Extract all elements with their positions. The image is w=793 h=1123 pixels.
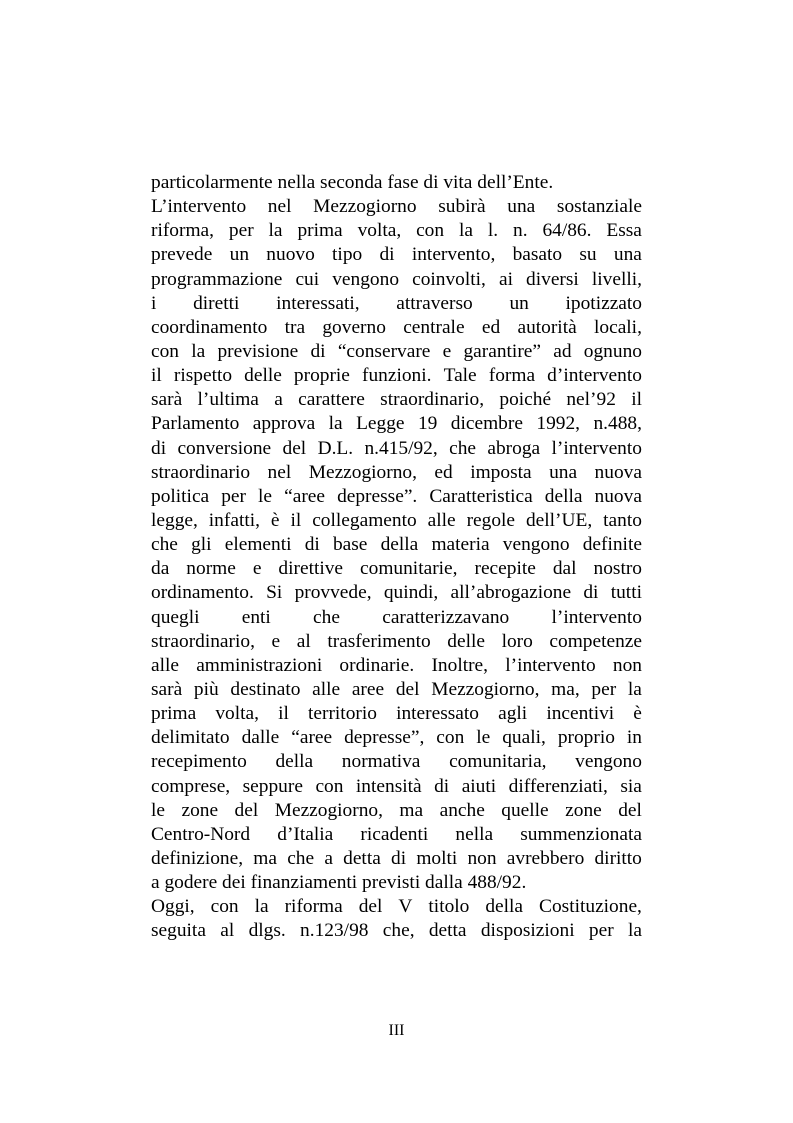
text-line: coordinamento tra governo centrale ed autorità locali, xyxy=(151,316,642,338)
text-line: da norme e direttive comunitarie, recepite dal nostro xyxy=(151,558,642,580)
text-line: prima volta, il territorio interessato agli incentivi è xyxy=(151,703,642,725)
text-line: il rispetto delle proprie funzioni. Tale forma d’intervento xyxy=(151,365,642,387)
text-line: Parlamento approva la Legge 19 dicembre 1992, n.488, xyxy=(151,413,642,435)
text-line: legge, infatti, è il collegamento alle regole dell’UE, tanto xyxy=(151,509,642,531)
text-line: Oggi, con la riforma del V titolo della Costituzione, xyxy=(151,896,642,918)
text-line: comprese, seppure con intensità di aiuti differenziati, sia xyxy=(151,775,642,797)
text-line: alle amministrazioni ordinarie. Inoltre, l’intervento non xyxy=(151,654,642,676)
text-line: seguita al dlgs. n.123/98 che, detta disposizioni per la xyxy=(151,920,642,942)
text-line: le zone del Mezzogiorno, ma anche quelle zone del xyxy=(151,799,642,821)
text-line: i diretti interessati, attraverso un ipotizzato xyxy=(151,292,642,314)
text-line: particolarmente nella seconda fase di vita dell’Ente. xyxy=(151,172,554,193)
text-line: quegli enti che caratterizzavano l’intervento xyxy=(151,606,642,628)
text-line: a godere dei finanziamenti previsti dalla 488/92. xyxy=(151,872,527,894)
text-line: straordinario, e al trasferimento delle loro competenze xyxy=(151,630,642,652)
text-line: definizione, ma che a detta di molti non avrebbero diritto xyxy=(151,847,642,869)
text-line: politica per le “aree depresse”. Caratteristica della nuova xyxy=(151,485,642,507)
text-line: recepimento della normativa comunitaria, vengono xyxy=(151,751,642,773)
text-line: ordinamento. Si provvede, quindi, all’abrogazione di tutti xyxy=(151,582,642,604)
text-line: delimitato dalle “aree depresse”, con le quali, proprio in xyxy=(151,727,642,749)
text-line: che gli elementi di base della materia vengono definite xyxy=(151,534,642,556)
text-line: di conversione del D.L. n.415/92, che abroga l’intervento xyxy=(151,437,642,459)
text-line: sarà più destinato alle aree del Mezzogiorno, ma, per la xyxy=(151,678,642,700)
text-line: sarà l’ultima a carattere straordinario, poiché nel’92 il xyxy=(151,389,642,411)
text-line: L’intervento nel Mezzogiorno subirà una sostanziale xyxy=(151,196,642,218)
page-number: III xyxy=(388,1022,405,1039)
text-line: prevede un nuovo tipo di intervento, basato su una xyxy=(151,244,642,266)
text-line: straordinario nel Mezzogiorno, ed imposta una nuova xyxy=(151,461,642,483)
text-line: Centro-Nord d’Italia ricadenti nella summenzionata xyxy=(151,823,642,845)
text-line: programmazione cui vengono coinvolti, ai diversi livelli, xyxy=(151,268,642,290)
text-line: con la previsione di “conservare e garantire” ad ognuno xyxy=(151,340,642,362)
text-line: riforma, per la prima volta, con la l. n. 64/86. Essa xyxy=(151,220,642,242)
body-text xyxy=(151,171,642,944)
